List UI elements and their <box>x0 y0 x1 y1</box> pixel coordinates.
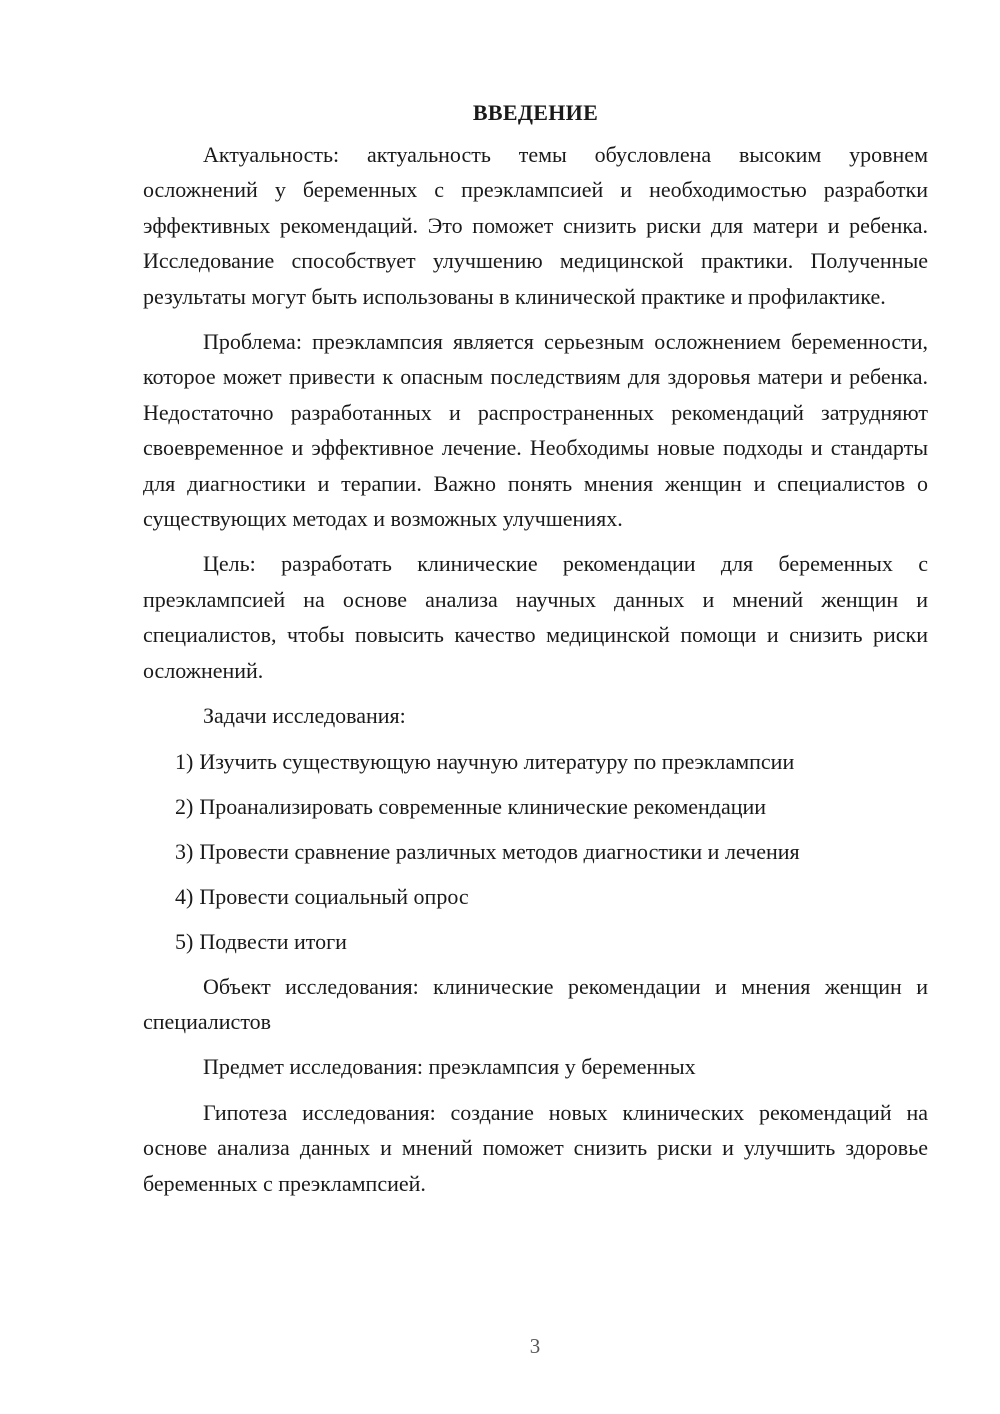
page-content <box>143 95 928 1201</box>
list-item <box>143 924 928 959</box>
list-item-text: Проанализировать современные клинические рекомендации <box>199 793 767 819</box>
list-item-text: Провести сравнение различных методов диагностики и лечения <box>199 838 800 864</box>
tasks-title: Задачи исследования: <box>203 703 406 729</box>
list-item <box>143 744 928 779</box>
list-item-number: 2) <box>175 793 194 819</box>
list-item-number: 1) <box>175 748 194 774</box>
section-heading: ВВЕДЕНИЕ <box>472 100 599 125</box>
page-number: 3 <box>529 1334 541 1358</box>
list-item <box>143 834 928 869</box>
paragraph-hypothesis: Гипотеза исследования: создание новых клинических рекомендаций на основе анализа данных и мнений поможет снизить риски и улучшить здоровье беременных с преэклампсией. <box>143 1099 928 1196</box>
paragraph-goal: Цель: разработать клинические рекомендации для беременных с преэклампсией на основе анализа научных данных и мнений женщин и специалистов, чтобы повысить качество медицинской помощи и снизить риски осложнений. <box>143 551 928 683</box>
list-item-number: 3) <box>175 838 194 864</box>
list-item-number: 4) <box>175 883 194 909</box>
list-item-number: 5) <box>175 928 194 954</box>
paragraph-object: Объект исследования: клинические рекомендации и мнения женщин и специалистов <box>143 973 928 1034</box>
paragraph-relevance: Актуальность: актуальность темы обусловлена высоким уровнем осложнений у беременных с преэклампсией и необходимостью разработки эффективных рекомендаций. Это поможет снизить риски для матери и ребенка. Исследование способствует улучшению медицинской практики. Полученные результаты могут быть использованы в клинической практике и профилактике. <box>143 142 928 309</box>
list-item <box>143 789 928 824</box>
list-item-text: Изучить существующую научную литературу по преэклампсии <box>199 748 795 774</box>
tasks-list <box>143 744 928 959</box>
paragraph-problem: Проблема: преэклампсия является серьезным осложнением беременности, которое может привести к опасным последствиям для здоровья матери и ребенка. Недостаточно разработанных и распространенных рекомендаций затрудняют своевременное и эффективное лечение. Необходимы новые подходы и стандарты для диагностики и терапии. Важно понять мнения женщин и специалистов о существующих методах и возможных улучшениях. <box>143 329 928 532</box>
list-item-text: Провести социальный опрос <box>199 883 469 909</box>
list-item <box>143 879 928 914</box>
list-item-text: Подвести итоги <box>199 928 347 954</box>
paragraph-subject: Предмет исследования: преэклампсия у беременных <box>203 1054 696 1080</box>
